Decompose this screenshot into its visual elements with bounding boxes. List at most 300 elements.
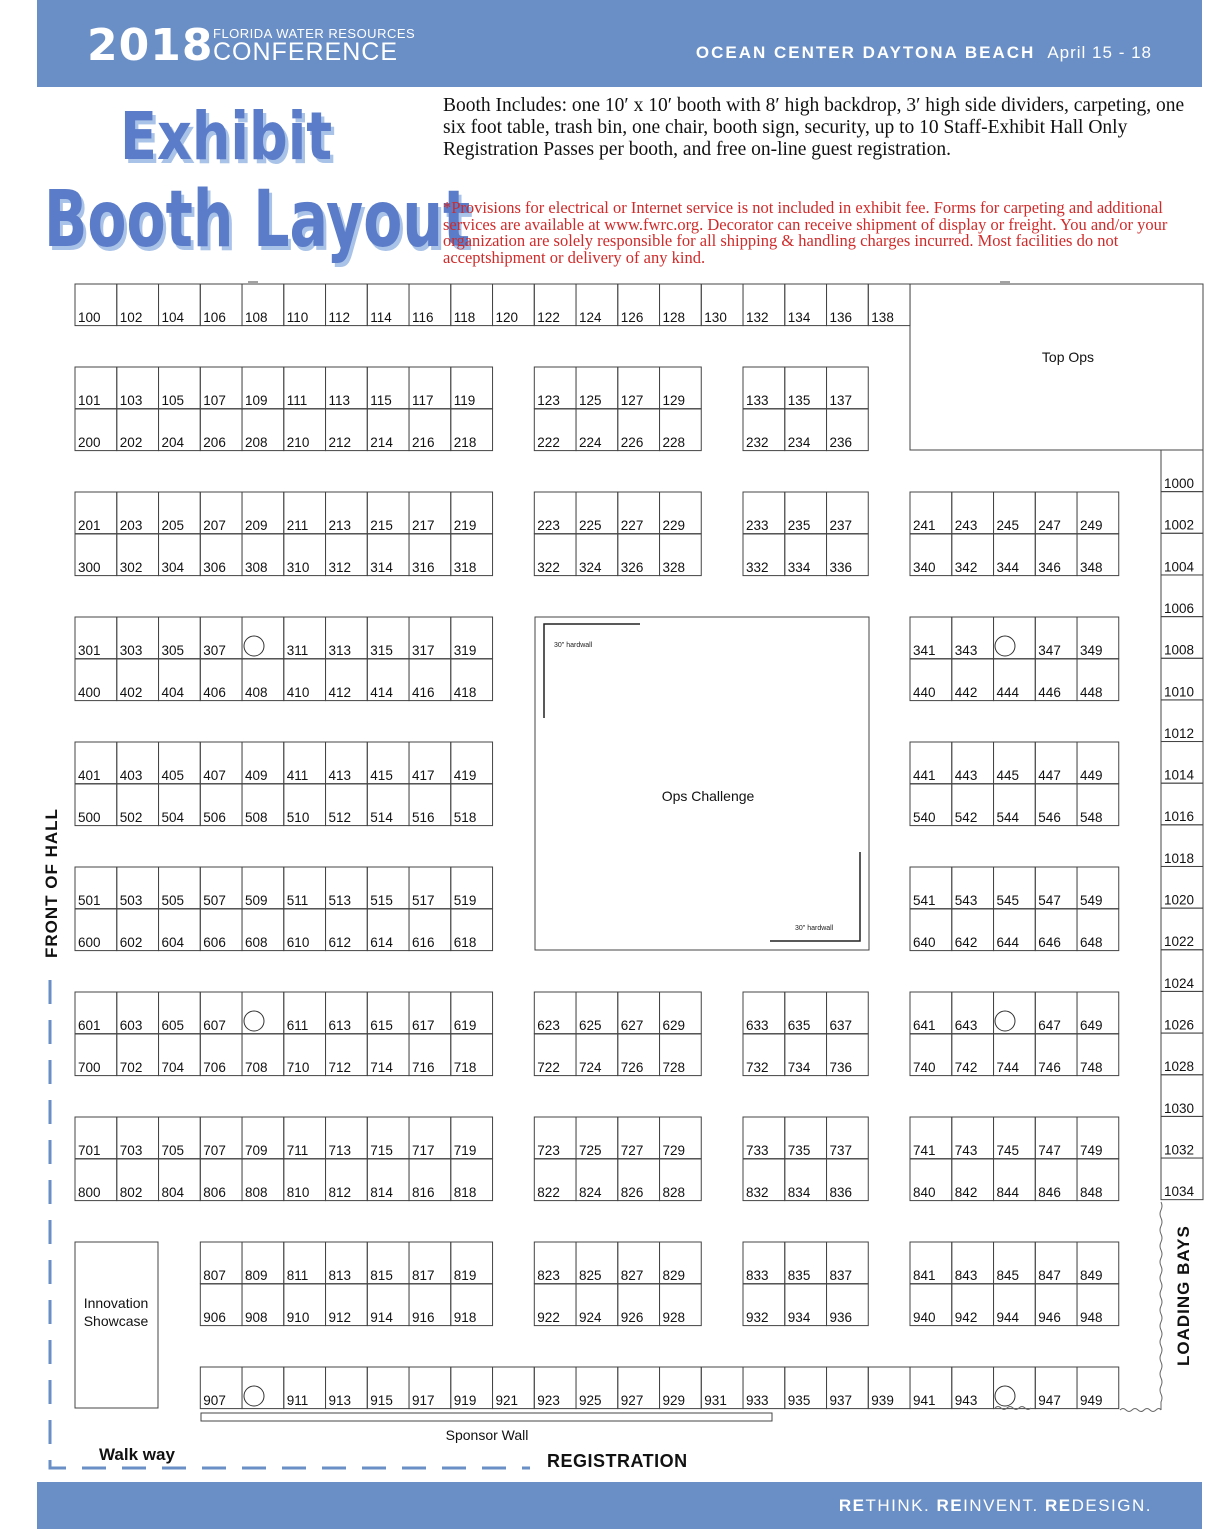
- booth-number: 608: [245, 935, 268, 950]
- booth-number: 203: [119, 518, 143, 533]
- booth-number: 834: [787, 1185, 811, 1200]
- booth-number: 810: [286, 1185, 310, 1200]
- booth-number: 640: [913, 935, 936, 950]
- booth-number: 919: [453, 1393, 477, 1408]
- booth-number: 917: [412, 1393, 435, 1408]
- booth-number: 212: [328, 435, 352, 450]
- booth-number: 600: [78, 935, 101, 950]
- booth-number: 936: [829, 1310, 853, 1325]
- booth-number: 544: [996, 810, 1020, 825]
- booth-number: 137: [829, 393, 853, 408]
- booth-number: 223: [537, 518, 560, 533]
- booth-number: 715: [370, 1143, 393, 1158]
- sponsor-wall-label: Sponsor Wall: [445, 1427, 529, 1443]
- innovation-label-2: Showcase: [83, 1313, 149, 1329]
- booth-number: 1006: [1164, 601, 1195, 616]
- booth-number: 610: [286, 935, 310, 950]
- booth-number: 440: [913, 685, 936, 700]
- booth-number: 444: [996, 685, 1020, 700]
- booth-number: 307: [203, 643, 226, 658]
- booth-number: 935: [787, 1393, 811, 1408]
- loading-bay-bottom: [1120, 1409, 1161, 1412]
- booth-number: 1000: [1164, 476, 1195, 491]
- conference-year: 2018: [87, 20, 214, 71]
- booth-number: 414: [370, 685, 393, 700]
- booth-number: 921: [495, 1393, 519, 1408]
- booth-number: 613: [328, 1018, 352, 1033]
- booth-number: 822: [537, 1185, 560, 1200]
- booth-number: 504: [161, 810, 185, 825]
- booth-number: 105: [161, 393, 185, 408]
- booth-number: 746: [1038, 1060, 1061, 1075]
- booth-number: 1002: [1164, 517, 1195, 533]
- booth-number: 302: [119, 560, 143, 575]
- booth-number: 1010: [1164, 684, 1195, 700]
- booth-number: 927: [620, 1393, 644, 1408]
- booth-number: 545: [996, 893, 1020, 908]
- booth-includes-text: Booth Includes: one 10′ x 10′ booth with 8′ high backdrop, 3′ high side dividers, carpeting, one six foot table, trash bin, one chair, booth sign, security, up to 10 Staff-Exhibit Hall Only Registration Passes per booth, and free on-line guest registration.: [443, 95, 1185, 160]
- booth-number: 403: [119, 768, 143, 783]
- tagline-re-2: RE: [936, 1496, 964, 1515]
- booth-number: 833: [746, 1268, 769, 1283]
- booth-number: 922: [537, 1310, 560, 1325]
- booth-number: 509: [245, 893, 268, 908]
- org-name-line1: FLORIDA WATER RESOURCES: [213, 26, 416, 41]
- tagline-design: DESIGN.: [1071, 1496, 1152, 1515]
- booth-number: 625: [579, 1018, 602, 1033]
- booth-number: 906: [203, 1310, 226, 1325]
- booth-number: 825: [579, 1268, 602, 1283]
- booth-number: 1032: [1164, 1142, 1195, 1158]
- booth-number: 915: [370, 1393, 393, 1408]
- booth-number: 615: [370, 1018, 393, 1033]
- booth-number: 442: [954, 685, 978, 700]
- booth-number: 510: [286, 810, 310, 825]
- booth-number: 501: [78, 893, 101, 908]
- booth-number: 346: [1038, 560, 1061, 575]
- booth-number: 637: [829, 1018, 853, 1033]
- booth-number: 816: [412, 1185, 435, 1200]
- booth-number: 916: [412, 1310, 435, 1325]
- booth-number: 723: [537, 1143, 560, 1158]
- booth-number: 317: [412, 643, 435, 658]
- booth-number: 305: [161, 643, 185, 658]
- booth-number: 349: [1080, 643, 1103, 658]
- booth-number: 324: [579, 560, 602, 575]
- booth-number: 827: [620, 1268, 644, 1283]
- booth-number: 614: [370, 935, 393, 950]
- booth-number: 947: [1038, 1393, 1061, 1408]
- booth-number: 709: [245, 1143, 268, 1158]
- pillar-icon: [995, 1011, 1015, 1031]
- booth-number: 343: [954, 643, 978, 658]
- booth-number: 237: [829, 518, 853, 533]
- booth-number: 735: [787, 1143, 811, 1158]
- booth-number: 648: [1080, 935, 1103, 950]
- booth-number: 213: [328, 518, 352, 533]
- booth-number: 941: [913, 1393, 936, 1408]
- booth-number: 1030: [1164, 1100, 1195, 1116]
- walkway-label: Walk way: [99, 1445, 175, 1464]
- booth-number: 119: [453, 393, 476, 408]
- booth-number: 923: [537, 1393, 560, 1408]
- booth-number: 703: [119, 1143, 143, 1158]
- booth-number: 104: [161, 310, 185, 325]
- booth-number: 306: [203, 560, 226, 575]
- booth-number: 210: [286, 435, 310, 450]
- pillar-icon: [244, 1011, 264, 1031]
- booth-number: 225: [579, 518, 602, 533]
- booth-number: 847: [1038, 1268, 1061, 1283]
- booth-number: 115: [370, 393, 392, 408]
- booth-number: 840: [913, 1185, 936, 1200]
- booth-number: 815: [370, 1268, 393, 1283]
- right-column-booths: [1161, 450, 1203, 1200]
- booth-grid: [75, 284, 1119, 1409]
- booth-number: 411: [286, 768, 309, 783]
- booth-number: 907: [203, 1393, 226, 1408]
- booth-number: 106: [203, 310, 226, 325]
- booth-number: 943: [954, 1393, 978, 1408]
- booth-number: 407: [203, 768, 226, 783]
- sponsor-wall: [201, 1413, 772, 1421]
- booth-number: 714: [370, 1060, 393, 1075]
- booth-number: 322: [537, 560, 560, 575]
- booth-number: 607: [203, 1018, 226, 1033]
- booth-number: 447: [1038, 768, 1061, 783]
- booth-number: 826: [620, 1185, 644, 1200]
- booth-number: 836: [829, 1185, 853, 1200]
- booth-number: 134: [787, 310, 811, 325]
- booth-number: 817: [412, 1268, 435, 1283]
- tagline-re-3: RE: [1044, 1496, 1072, 1515]
- booth-number: 409: [245, 768, 268, 783]
- booth-number: 931: [704, 1393, 727, 1408]
- booth-number: 641: [913, 1018, 936, 1033]
- booth-number: 824: [579, 1185, 602, 1200]
- booth-number: 728: [662, 1060, 686, 1075]
- booth-number: 205: [161, 518, 185, 533]
- booth-number: 732: [746, 1060, 769, 1075]
- booth-number: 547: [1038, 893, 1061, 908]
- booth-number: 911: [286, 1393, 309, 1408]
- innovation-label-1: Innovation: [83, 1295, 149, 1311]
- booth-number: 516: [412, 810, 435, 825]
- booth-number: 711: [286, 1143, 309, 1158]
- booth-number: 300: [78, 560, 101, 575]
- booth-number: 842: [954, 1185, 978, 1200]
- booth-number: 449: [1080, 768, 1103, 783]
- booth-number: 219: [453, 518, 477, 533]
- booth-number: 604: [161, 935, 185, 950]
- booth-number: 841: [913, 1268, 936, 1283]
- tagline-think: THINK.: [865, 1496, 937, 1515]
- booth-number: 126: [620, 310, 644, 325]
- booth-number: 505: [161, 893, 185, 908]
- booth-number: 745: [996, 1143, 1020, 1158]
- booth-number: 404: [161, 685, 185, 700]
- booth-number: 819: [453, 1268, 477, 1283]
- booth-number: 513: [328, 893, 352, 908]
- booth-number: 910: [286, 1310, 310, 1325]
- booth-number: 344: [996, 560, 1020, 575]
- booth-number: 635: [787, 1018, 811, 1033]
- booth-number: 736: [829, 1060, 853, 1075]
- booth-number: 749: [1080, 1143, 1103, 1158]
- booth-number: 814: [370, 1185, 393, 1200]
- booth-number: 806: [203, 1185, 226, 1200]
- booth-number: 1020: [1164, 892, 1195, 908]
- booth-number: 924: [579, 1310, 602, 1325]
- booth-number: 846: [1038, 1185, 1061, 1200]
- registration-label: REGISTRATION: [547, 1451, 688, 1471]
- booth-number: 926: [620, 1310, 644, 1325]
- loading-bays-label: LOADING BAYS: [1174, 1225, 1193, 1366]
- booth-number: 308: [245, 560, 268, 575]
- booth-number: 416: [412, 685, 435, 700]
- booth-number: 646: [1038, 935, 1061, 950]
- booth-number: 823: [537, 1268, 560, 1283]
- booth-number: 224: [579, 435, 602, 450]
- title-line2: Booth Layout: [44, 175, 471, 265]
- booth-number: 1026: [1164, 1017, 1195, 1033]
- booth-number: 740: [913, 1060, 936, 1075]
- booth-number: 605: [161, 1018, 185, 1033]
- booth-number: 232: [746, 435, 769, 450]
- booth-number: 808: [245, 1185, 268, 1200]
- booth-number: 949: [1080, 1393, 1103, 1408]
- booth-number: 249: [1080, 518, 1103, 533]
- booth-number: 445: [996, 768, 1020, 783]
- booth-number: 334: [787, 560, 811, 575]
- booth-number: 443: [954, 768, 978, 783]
- booth-number: 908: [245, 1310, 268, 1325]
- booth-number: 241: [913, 518, 936, 533]
- booth-number: 942: [954, 1310, 978, 1325]
- booth-number: 136: [829, 310, 853, 325]
- booth-number: 128: [662, 310, 686, 325]
- booth-number: 727: [620, 1143, 644, 1158]
- booth-number: 209: [245, 518, 268, 533]
- booth-number: 332: [746, 560, 769, 575]
- booth-number: 216: [412, 435, 435, 450]
- booth-number: 627: [620, 1018, 644, 1033]
- booth-number: 818: [453, 1185, 477, 1200]
- booth-number: 543: [954, 893, 978, 908]
- booth-number: 247: [1038, 518, 1061, 533]
- booth-number: 601: [78, 1018, 101, 1033]
- pillar-icon: [244, 1386, 264, 1406]
- booth-number: 603: [119, 1018, 143, 1033]
- booth-number: 708: [245, 1060, 268, 1075]
- booth-number: 541: [913, 893, 936, 908]
- booth-number: 937: [829, 1393, 853, 1408]
- booth-number: 113: [328, 393, 351, 408]
- booth-number: 342: [954, 560, 978, 575]
- booth-number: 227: [620, 518, 644, 533]
- booth-number: 925: [579, 1393, 602, 1408]
- booth-number: 844: [996, 1185, 1020, 1200]
- booth-number: 934: [787, 1310, 811, 1325]
- booth-number: 706: [203, 1060, 226, 1075]
- booth-number: 125: [579, 393, 602, 408]
- booth-number: 542: [954, 810, 978, 825]
- booth-number: 402: [119, 685, 143, 700]
- booth-number: 132: [746, 310, 769, 325]
- booth-number: 829: [662, 1268, 686, 1283]
- booth-number: 623: [537, 1018, 560, 1033]
- booth-number: 724: [579, 1060, 602, 1075]
- booth-number: 1018: [1164, 850, 1195, 866]
- booth-number: 918: [453, 1310, 477, 1325]
- booth-number: 813: [328, 1268, 352, 1283]
- booth-number: 719: [453, 1143, 477, 1158]
- venue-name: OCEAN CENTER DAYTONA BEACH: [695, 43, 1036, 62]
- booth-number: 218: [453, 435, 477, 450]
- booth-number: 245: [996, 518, 1020, 533]
- booth-number: 110: [286, 310, 309, 325]
- booth-number: 108: [245, 310, 268, 325]
- booth-number: 103: [119, 393, 143, 408]
- booth-number: 415: [370, 768, 393, 783]
- booth-number: 804: [161, 1185, 185, 1200]
- booth-number: 932: [746, 1310, 769, 1325]
- booth-number: 832: [746, 1185, 769, 1200]
- booth-number: 633: [746, 1018, 769, 1033]
- booth-number: 741: [913, 1143, 936, 1158]
- booth-number: 233: [746, 518, 769, 533]
- booth-number: 812: [328, 1185, 352, 1200]
- booth-number: 412: [328, 685, 352, 700]
- booth-number: 502: [119, 810, 143, 825]
- conference-dates: April 15 - 18: [1047, 43, 1152, 62]
- booth-number: 217: [412, 518, 435, 533]
- provisions-notice: *Provisions for electrical or Internet service is not included in exhibit fee. Forms for carpeting and additional services are available at www.fwrc.org. Decorator can receive shipment of display or freight. You and/or your organization are solely responsible for all shipping & handling charges incurred. Most facilities do not acceptshipment or delivery of any kind.: [443, 198, 1168, 267]
- booth-number: 206: [203, 435, 226, 450]
- booth-number: 304: [161, 560, 185, 575]
- booth-number: 616: [412, 935, 435, 950]
- booth-number: 742: [954, 1060, 978, 1075]
- booth-number: 311: [286, 643, 309, 658]
- booth-number: 726: [620, 1060, 644, 1075]
- booth-number: 705: [161, 1143, 185, 1158]
- booth-number: 418: [453, 685, 477, 700]
- booth-number: 313: [328, 643, 352, 658]
- booth-number: 948: [1080, 1310, 1103, 1325]
- booth-number: 644: [996, 935, 1020, 950]
- booth-number: 303: [119, 643, 143, 658]
- booth-number: 301: [78, 643, 101, 658]
- booth-number: 236: [829, 435, 853, 450]
- booth-number: 235: [787, 518, 811, 533]
- booth-number: 643: [954, 1018, 978, 1033]
- booth-number: 800: [78, 1185, 101, 1200]
- booth-number: 123: [537, 393, 560, 408]
- booth-number: 326: [620, 560, 644, 575]
- booth-number: 341: [913, 643, 936, 658]
- booth-number: 611: [286, 1018, 309, 1033]
- booth-number: 417: [412, 768, 435, 783]
- booth-number: 618: [453, 935, 477, 950]
- booth-number: 845: [996, 1268, 1020, 1283]
- booth-number: 109: [245, 393, 268, 408]
- booth-number: 503: [119, 893, 143, 908]
- booth-number: 1016: [1164, 809, 1195, 825]
- booth-number: 201: [78, 518, 101, 533]
- pillar-icon: [244, 636, 264, 656]
- booth-number: 120: [495, 310, 519, 325]
- booth-number: 228: [662, 435, 686, 450]
- booth-number: 647: [1038, 1018, 1061, 1033]
- tagline-re-1: RE: [838, 1496, 866, 1515]
- booth-number: 729: [662, 1143, 686, 1158]
- booth-number: 914: [370, 1310, 393, 1325]
- booth-number: 316: [412, 560, 435, 575]
- loading-bay-edge: [1160, 1202, 1162, 1410]
- booth-number: 722: [537, 1060, 560, 1075]
- booth-number: 419: [453, 768, 477, 783]
- booth-number: 913: [328, 1393, 352, 1408]
- booth-number: 1012: [1164, 725, 1195, 741]
- booth-number: 518: [453, 810, 477, 825]
- booth-number: 348: [1080, 560, 1103, 575]
- booth-number: 116: [412, 310, 434, 325]
- booth-number: 743: [954, 1143, 978, 1158]
- booth-number: 549: [1080, 893, 1103, 908]
- booth-number: 802: [119, 1185, 143, 1200]
- booth-number: 733: [746, 1143, 769, 1158]
- booth-number: 717: [412, 1143, 435, 1158]
- booth-number: 737: [829, 1143, 853, 1158]
- hardwall-label-1: 30" hardwall: [554, 642, 593, 649]
- booth-number: 200: [78, 435, 101, 450]
- booth-number: 408: [245, 685, 268, 700]
- booth-number: 406: [203, 685, 226, 700]
- booth-number: 511: [286, 893, 309, 908]
- booth-number: 500: [78, 810, 101, 825]
- booth-number: 101: [78, 393, 101, 408]
- booth-number: 207: [203, 518, 226, 533]
- footer-tagline: [839, 1496, 1152, 1516]
- booth-number: 204: [161, 435, 185, 450]
- booth-number: 130: [704, 310, 727, 325]
- booth-number: 1028: [1164, 1059, 1195, 1075]
- booth-number: 519: [453, 893, 477, 908]
- booth-number: 928: [662, 1310, 686, 1325]
- booth-number: 507: [203, 893, 226, 908]
- booth-number: 215: [370, 518, 393, 533]
- booth-number: 441: [913, 768, 936, 783]
- booth-number: 811: [286, 1268, 309, 1283]
- booth-number: 328: [662, 560, 686, 575]
- booth-number: 127: [620, 393, 644, 408]
- booth-number: 1008: [1164, 642, 1195, 658]
- booth-number: 701: [78, 1143, 101, 1158]
- booth-number: 222: [537, 435, 560, 450]
- booth-number: 1024: [1164, 975, 1195, 991]
- booth-number: 809: [245, 1268, 268, 1283]
- booth-number: 410: [286, 685, 310, 700]
- booth-number: 718: [453, 1060, 477, 1075]
- booth-number: 629: [662, 1018, 686, 1033]
- booth-number: 602: [119, 935, 143, 950]
- booth-number: 747: [1038, 1143, 1061, 1158]
- booth-number: 835: [787, 1268, 811, 1283]
- booth-number: 512: [328, 810, 352, 825]
- booth-number: 828: [662, 1185, 686, 1200]
- booth-number: 401: [78, 768, 101, 783]
- booth-number: 129: [662, 393, 686, 408]
